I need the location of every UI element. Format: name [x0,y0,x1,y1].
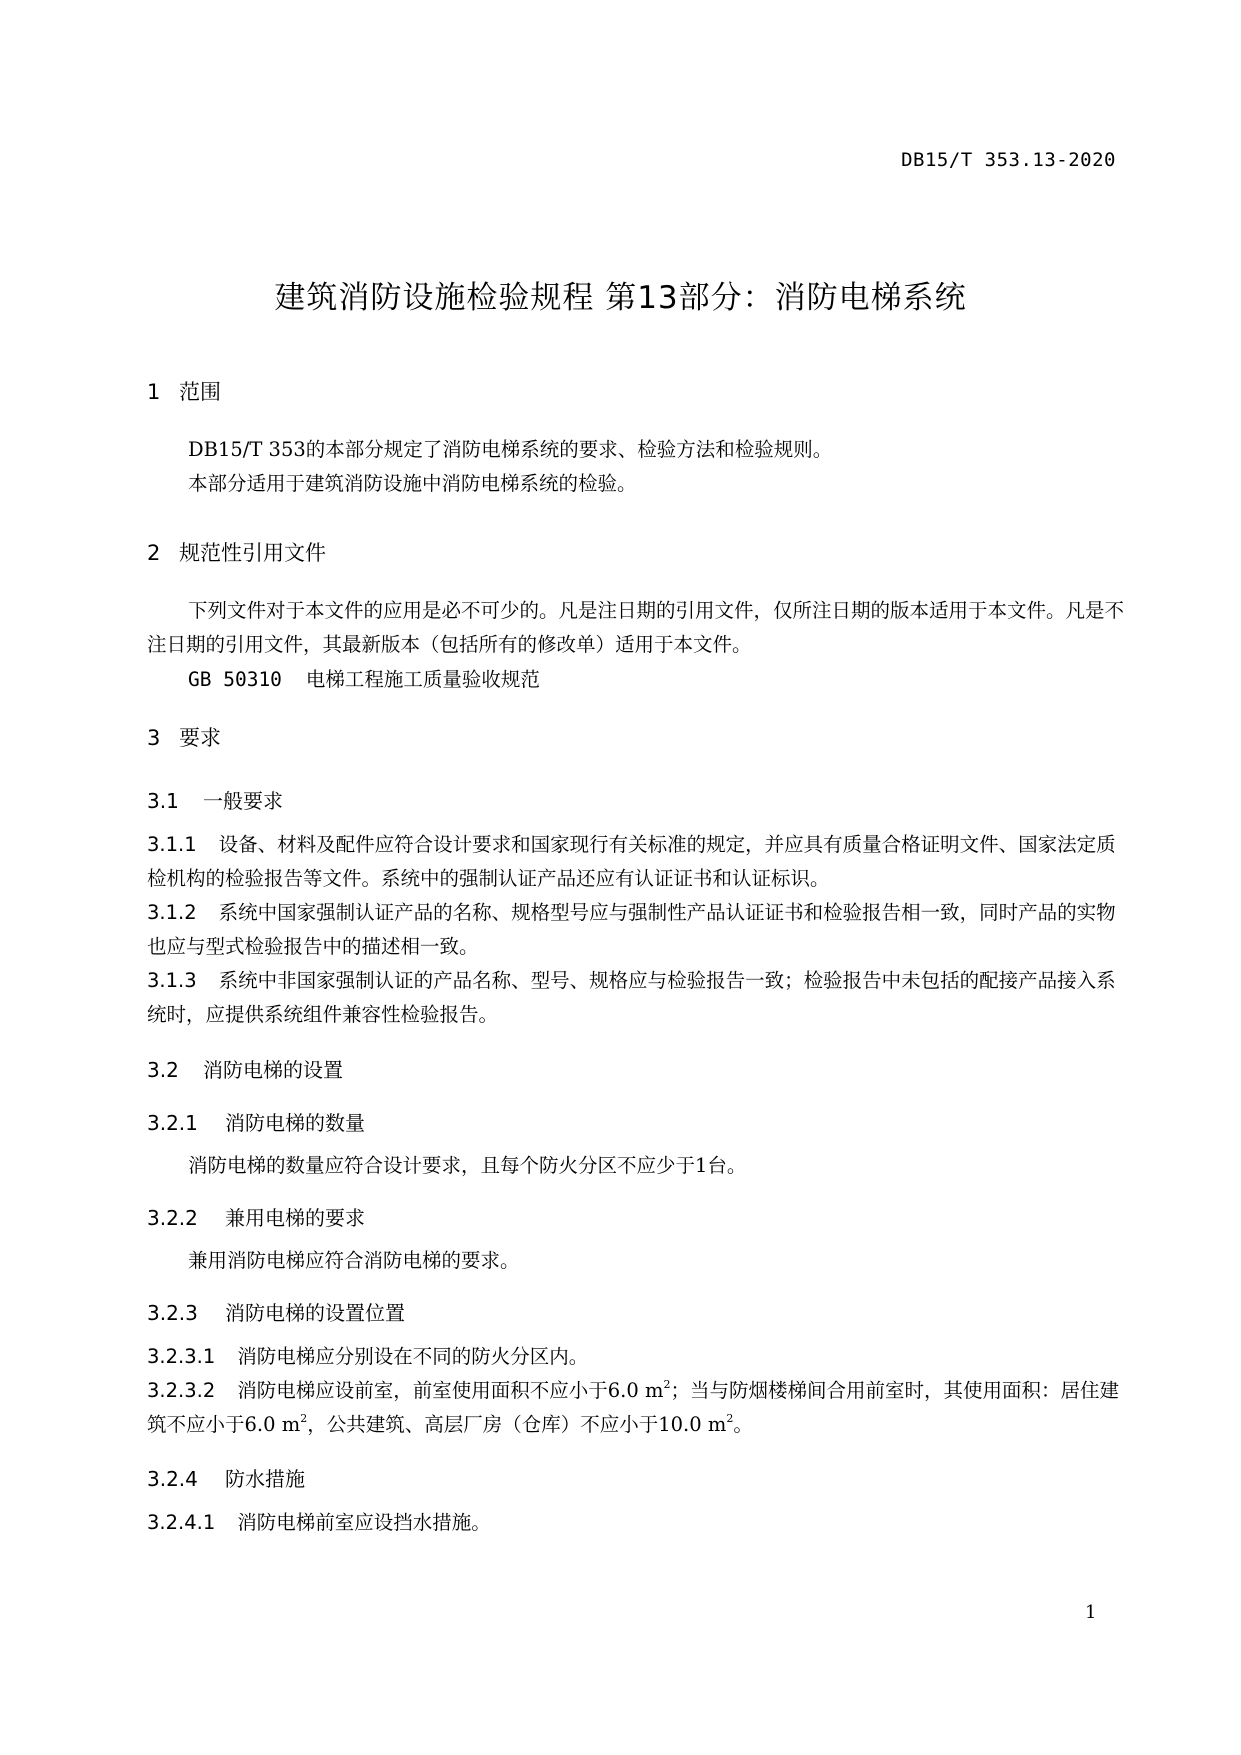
document-title: 建筑消防设施检验规程 第13部分：消防电梯系统 [274,280,967,316]
clause-3-2-3-1 [147,1340,1125,1374]
clause-text-part-c: ，公共建筑、高层厂房（仓库）不应小于10.0 m [307,1413,727,1436]
clause-text: 系统中国家强制认证产品的名称、规格型号应与强制性产品认证证书和检验报告相一致，同时产品的实物也应与型式检验报告中的描述相一致。 [147,901,1116,958]
section-title: 要求 [179,726,221,750]
clause-number: 3.2.3.1 [147,1345,216,1368]
scope-paragraph-2: 本部分适用于建筑消防设施中消防电梯系统的检验。 [188,472,637,495]
clause-text: 系统中非国家强制认证的产品名称、型号、规格应与检验报告一致；检验报告中未包括的配接产品接入系统时，应提供系统组件兼容性检验报告。 [147,969,1116,1026]
clause-3-2-1-text: 消防电梯的数量应符合设计要求，且每个防火分区不应少于1台。 [188,1154,747,1177]
section-1-heading [147,376,221,406]
clause-text: 设备、材料及配件应符合设计要求和国家现行有关标准的规定，并应具有质量合格证明文件、国家法定质检机构的检验报告等文件。系统中的强制认证产品还应有认证证书和认证标识。 [147,833,1116,890]
subsection-title: 一般要求 [203,789,283,813]
subsection-3-2-2-heading [147,1202,365,1231]
standard-code: DB15/T 353.13-2020 [901,149,1116,171]
subsection-title: 消防电梯的设置位置 [225,1301,405,1325]
clause-text: 消防电梯前室应设挡水措施。 [237,1511,491,1534]
subsection-number: 3.2.2 [147,1206,198,1230]
clause-3-1-1 [147,828,1125,896]
clause-number: 3.1.2 [147,901,197,924]
subsection-number: 3.1 [147,789,179,813]
clause-number: 3.1.3 [147,969,197,992]
scope-paragraph-1: DB15/T 353的本部分规定了消防电梯系统的要求、检验方法和检验规则。 [188,438,833,461]
subsection-number: 3.2.4 [147,1467,198,1491]
reference-item [147,663,1125,697]
clause-number: 3.2.4.1 [147,1511,216,1534]
section-3-heading [147,722,221,752]
subsection-3-2-1-heading [147,1107,365,1136]
section-title: 规范性引用文件 [179,541,326,565]
clause-number: 3.2.3.2 [147,1379,216,1402]
superscript-2: 2 [726,1412,734,1425]
section-2-heading [147,537,326,567]
section-number: 1 [147,380,161,404]
reference-code: GB 50310 [188,668,282,691]
section-number: 3 [147,726,161,750]
subsection-number: 3.2.1 [147,1111,198,1135]
superscript-2: 2 [663,1378,671,1391]
subsection-number: 3.2.3 [147,1301,198,1325]
subsection-number: 3.2 [147,1058,179,1082]
clause-text-part-b: ；当与防烟楼梯间合用前室时，其使用面积：居住建筑不应小于6.0 m [147,1379,1119,1436]
subsection-title: 防水措施 [225,1467,305,1491]
page-number: 1 [1085,1602,1097,1623]
subsection-3-2-4-heading [147,1463,305,1492]
subsection-3-1-heading [147,785,283,814]
clause-3-2-2-text: 兼用消防电梯应符合消防电梯的要求。 [188,1249,520,1272]
subsection-title: 消防电梯的设置 [203,1058,343,1082]
subsection-title: 兼用电梯的要求 [225,1206,365,1230]
subsection-title: 消防电梯的数量 [225,1111,365,1135]
clause-text-part-d: 。 [733,1413,753,1436]
reference-title: 电梯工程施工质量验收规范 [305,668,540,691]
clause-text: 消防电梯应分别设在不同的防火分区内。 [237,1345,589,1368]
clause-3-1-3 [147,964,1125,1032]
clause-3-2-3-2 [147,1374,1125,1442]
section-title: 范围 [179,380,221,404]
clause-3-2-4-1 [147,1506,1125,1540]
superscript-2: 2 [300,1412,308,1425]
subsection-3-2-heading [147,1054,343,1083]
subsection-3-2-3-heading [147,1297,405,1326]
normative-ref-paragraph: 下列文件对于本文件的应用是必不可少的。凡是注日期的引用文件，仅所注日期的版本适用于本文件。凡是不注日期的引用文件，其最新版本（包括所有的修改单）适用于本文件。 [147,599,1125,656]
clause-3-1-2 [147,896,1125,964]
section-number: 2 [147,541,161,565]
clause-number: 3.1.1 [147,833,197,856]
clause-text-part-a: 消防电梯应设前室，前室使用面积不应小于6.0 m [237,1379,664,1402]
